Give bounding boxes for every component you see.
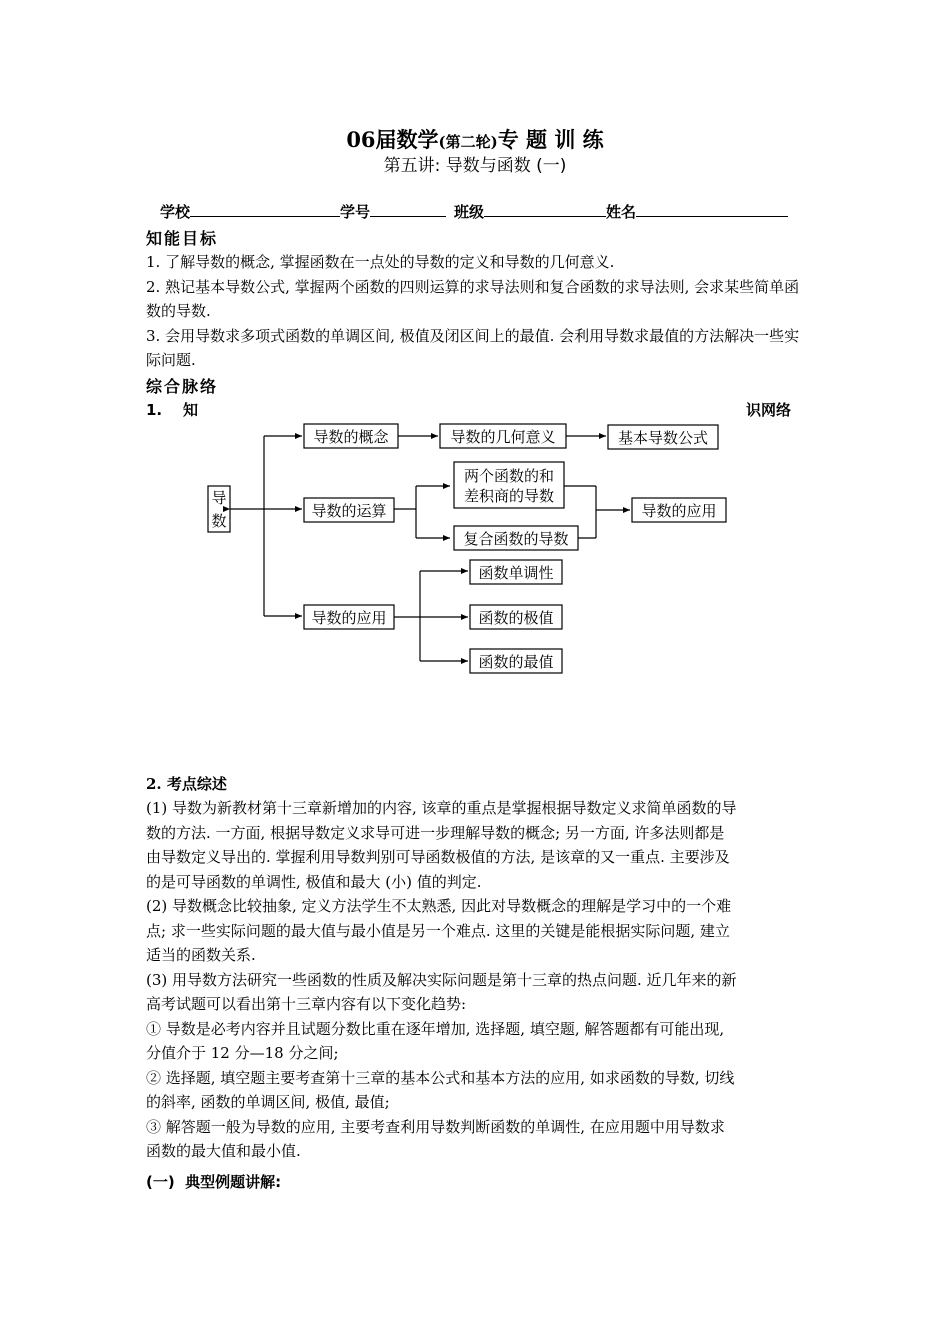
node-root-bottom: 数 [211,512,227,530]
exam-line: ② 选择题, 填空题主要考查第十三章的基本公式和基本方法的应用, 如求函数的导数, 切线 [146,1068,735,1087]
title-small: (第二轮) [438,133,498,151]
node-extremum: 函数的极值 [478,609,554,627]
page-subtitle: 第五讲: 导数与函数 (一) [383,156,567,176]
section-heading-exam-points: 2. 考点综述 [146,775,227,793]
title-prefix: 06届数学 [346,127,439,152]
exam-line: (1) 导数为新教材第十三章新增加的内容, 该章的重点是掌握根据导数定义求简单函数的导 [146,799,737,817]
node-monotonic: 函数单调性 [478,564,554,582]
section-heading-overview: 综合脉络 [146,377,219,396]
node-basic-formula: 基本导数公式 [617,429,709,447]
goal-item: 3. 会用导数求多项式函数的单调区间, 极值及闭区间上的最值. 会利用导数求最值的方法解决一些实际问题. [146,326,800,369]
knowledge-network-label-left: 1. 知 [146,401,199,419]
name-label: 姓名 [606,203,637,221]
node-sum-product-line2: 差积商的导数 [463,487,555,505]
exam-line: 数的方法. 一方面, 根据导数定义求导可进一步理解导数的概念; 另一方面, 许多法则都是 [146,823,725,842]
exam-line: 的斜率, 函数的单调区间, 极值, 最值; [146,1093,390,1111]
exam-line: ③ 解答题一般为导数的应用, 主要考查利用导数判断函数的单调性, 在应用题中用导数求 [146,1117,725,1136]
exam-line: 高考试题可以看出第十三章内容有以下变化趋势: [146,995,467,1013]
node-maximum: 函数的最值 [478,653,554,671]
section-heading-examples: (一) 典型例题讲解: [146,1173,282,1191]
exam-line: 适当的函数关系. [146,946,256,964]
exam-line: 分值介于 12 分—18 分之间; [146,1044,339,1062]
node-concept: 导数的概念 [313,428,389,446]
knowledge-network-label-right: 识网络 [746,401,792,419]
node-composite: 复合函数的导数 [463,530,569,548]
exam-line: 函数的最大值和最小值. [146,1142,301,1160]
section-heading-goals: 知能目标 [146,229,219,248]
node-application-right: 导数的应用 [641,502,717,520]
exam-line: 点; 求一些实际问题的最大值与最小值是另一个难点. 这里的关键是能根据实际问题, 建立 [146,921,730,940]
school-label: 学校 [160,203,191,221]
node-operation: 导数的运算 [311,502,387,520]
exam-line: (2) 导数概念比较抽象, 定义方法学生不太熟悉, 因此对导数概念的理解是学习中的一个难 [146,897,732,915]
exam-line: 由导数定义导出的. 掌握利用导数判别可导函数极值的方法, 是该章的又一重点. 主要涉及 [146,848,730,866]
class-label: 班级 [454,203,485,221]
exam-points-text [146,796,802,1164]
exam-line: 的是可导函数的单调性, 极值和最大 (小) 值的判定. [146,872,482,891]
student-id-label: 学号 [340,203,371,221]
title-suffix: 专 题 训 练 [497,127,604,152]
node-sum-product-line1: 两个函数的和 [463,467,555,485]
exam-line: (3) 用导数方法研究一些函数的性质及解决实际问题是第十三章的热点问题. 近几年来的新 [146,970,737,989]
exam-line: ① 导数是必考内容并且试题分数比重在逐年增加, 选择题, 填空题, 解答题都有可能出现, [146,1019,725,1038]
goal-item: 2. 熟记基本导数公式, 掌握两个函数的四则运算的求导法则和复合函数的求导法则, 会求某些简单函数的导数. [146,277,800,320]
node-application: 导数的应用 [311,609,387,627]
goal-item: 1. 了解导数的概念, 掌握函数在一点处的导数的定义和导数的几何意义. [146,253,615,271]
node-geometric: 导数的几何意义 [450,428,556,446]
node-root-top: 导 [211,489,227,507]
